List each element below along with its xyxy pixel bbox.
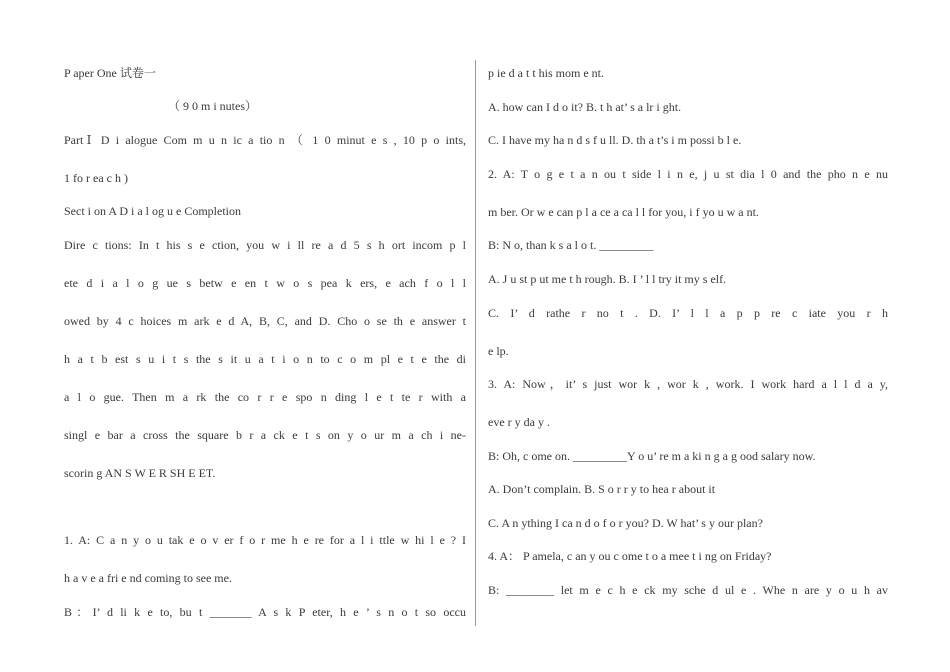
question-1-line: B：I’ d li k e to, bu t _______ A s k P eter, h e ’ s n o t so occu xyxy=(64,605,466,619)
question-2-line: m ber. Or w e can p l a ce a ca l l for you, i f yo u w a nt. xyxy=(488,205,759,219)
time-limit: （ 9 0 m i nutes） xyxy=(168,99,257,113)
question-1-continuation: p ie d a t t his mom e nt. xyxy=(488,66,604,80)
question-3-line: 3. A: Now，it’ s just wor k , wor k , work. I work hard a l l d a y, xyxy=(488,377,888,391)
question-1-options: C. I have my ha n d s f u ll. D. th a t’s i m possi b l e. xyxy=(488,133,742,147)
part-heading-line1: PartⅠ D i alogue Com m u n ic a tio n （ 1 0 minut e s , 10 p o ints, xyxy=(64,133,466,147)
question-2-options: C. I’ d rathe r no t . D. I’ l l a p p re c iate you r h xyxy=(488,306,888,320)
question-4-line: 4. A： P amela, c an y ou c ome t o a mee t i ng on Friday? xyxy=(488,549,772,563)
question-3-line: B: Oh, c ome on. _________Y o u’ re m a ki n g a g ood salary now. xyxy=(488,449,816,463)
column-divider xyxy=(475,60,476,626)
directions-line: owed by 4 c hoices m ark e d A, B, C, and D. Cho o se th e answer t xyxy=(64,314,466,328)
directions-line: scorin g AN S W E R SH E ET. xyxy=(64,466,216,480)
question-1-line: 1. A: C a n y o u tak e o v er f o r me h e re for a l i ttle w hi l e ? I xyxy=(64,533,466,547)
directions-line: a l o gue. Then m a rk the co r r e spo n ding l e t te r with a xyxy=(64,390,466,404)
part-heading-line2: 1 fo r ea c h ) xyxy=(64,171,128,185)
question-3-line: eve r y da y . xyxy=(488,415,550,429)
question-4-line: B: ________ let m e c h e ck my sche d ul e . Whe n are y o u h av xyxy=(488,583,888,597)
directions-line: h a t b est s u i t s the s it u a t i o n to c o m pl e t e the di xyxy=(64,352,466,366)
question-3-options: A. Don’t complain. B. S o r r y to hea r about it xyxy=(488,482,716,496)
directions-line: ete d i a l o g ue s betw e en t w o s pea k ers, e ach f o l l xyxy=(64,276,466,290)
question-1-line: h a v e a fri e nd coming to see me. xyxy=(64,571,232,585)
question-2-line: B: N o, than k s a l o t. _________ xyxy=(488,238,654,252)
section-heading: Sect i on A D i a l og u e Completion xyxy=(64,204,241,218)
paper-title: P aper One 试卷一 xyxy=(64,66,156,80)
question-2-line: 2. A: T o g e t a n ou t side l i n e, j u st dia l 0 and the pho n e nu xyxy=(488,167,888,181)
question-3-options: C. A n ything I ca n d o f o r you? D. W hat’ s y our plan? xyxy=(488,516,763,530)
question-2-options: e lp. xyxy=(488,344,509,358)
question-2-options: A. J u st p ut me t h rough. B. I ’ l l try it my s elf. xyxy=(488,272,727,286)
directions-line: singl e bar a cross the square b r a ck e t s on y o ur m a ch i ne- xyxy=(64,428,466,442)
directions-line: Dire c tions: In t his s e ction, you w i ll re a d 5 s h ort incom p l xyxy=(64,238,466,252)
question-1-options: A. how can I d o it? B. t h at’ s a lr i ght. xyxy=(488,100,682,114)
